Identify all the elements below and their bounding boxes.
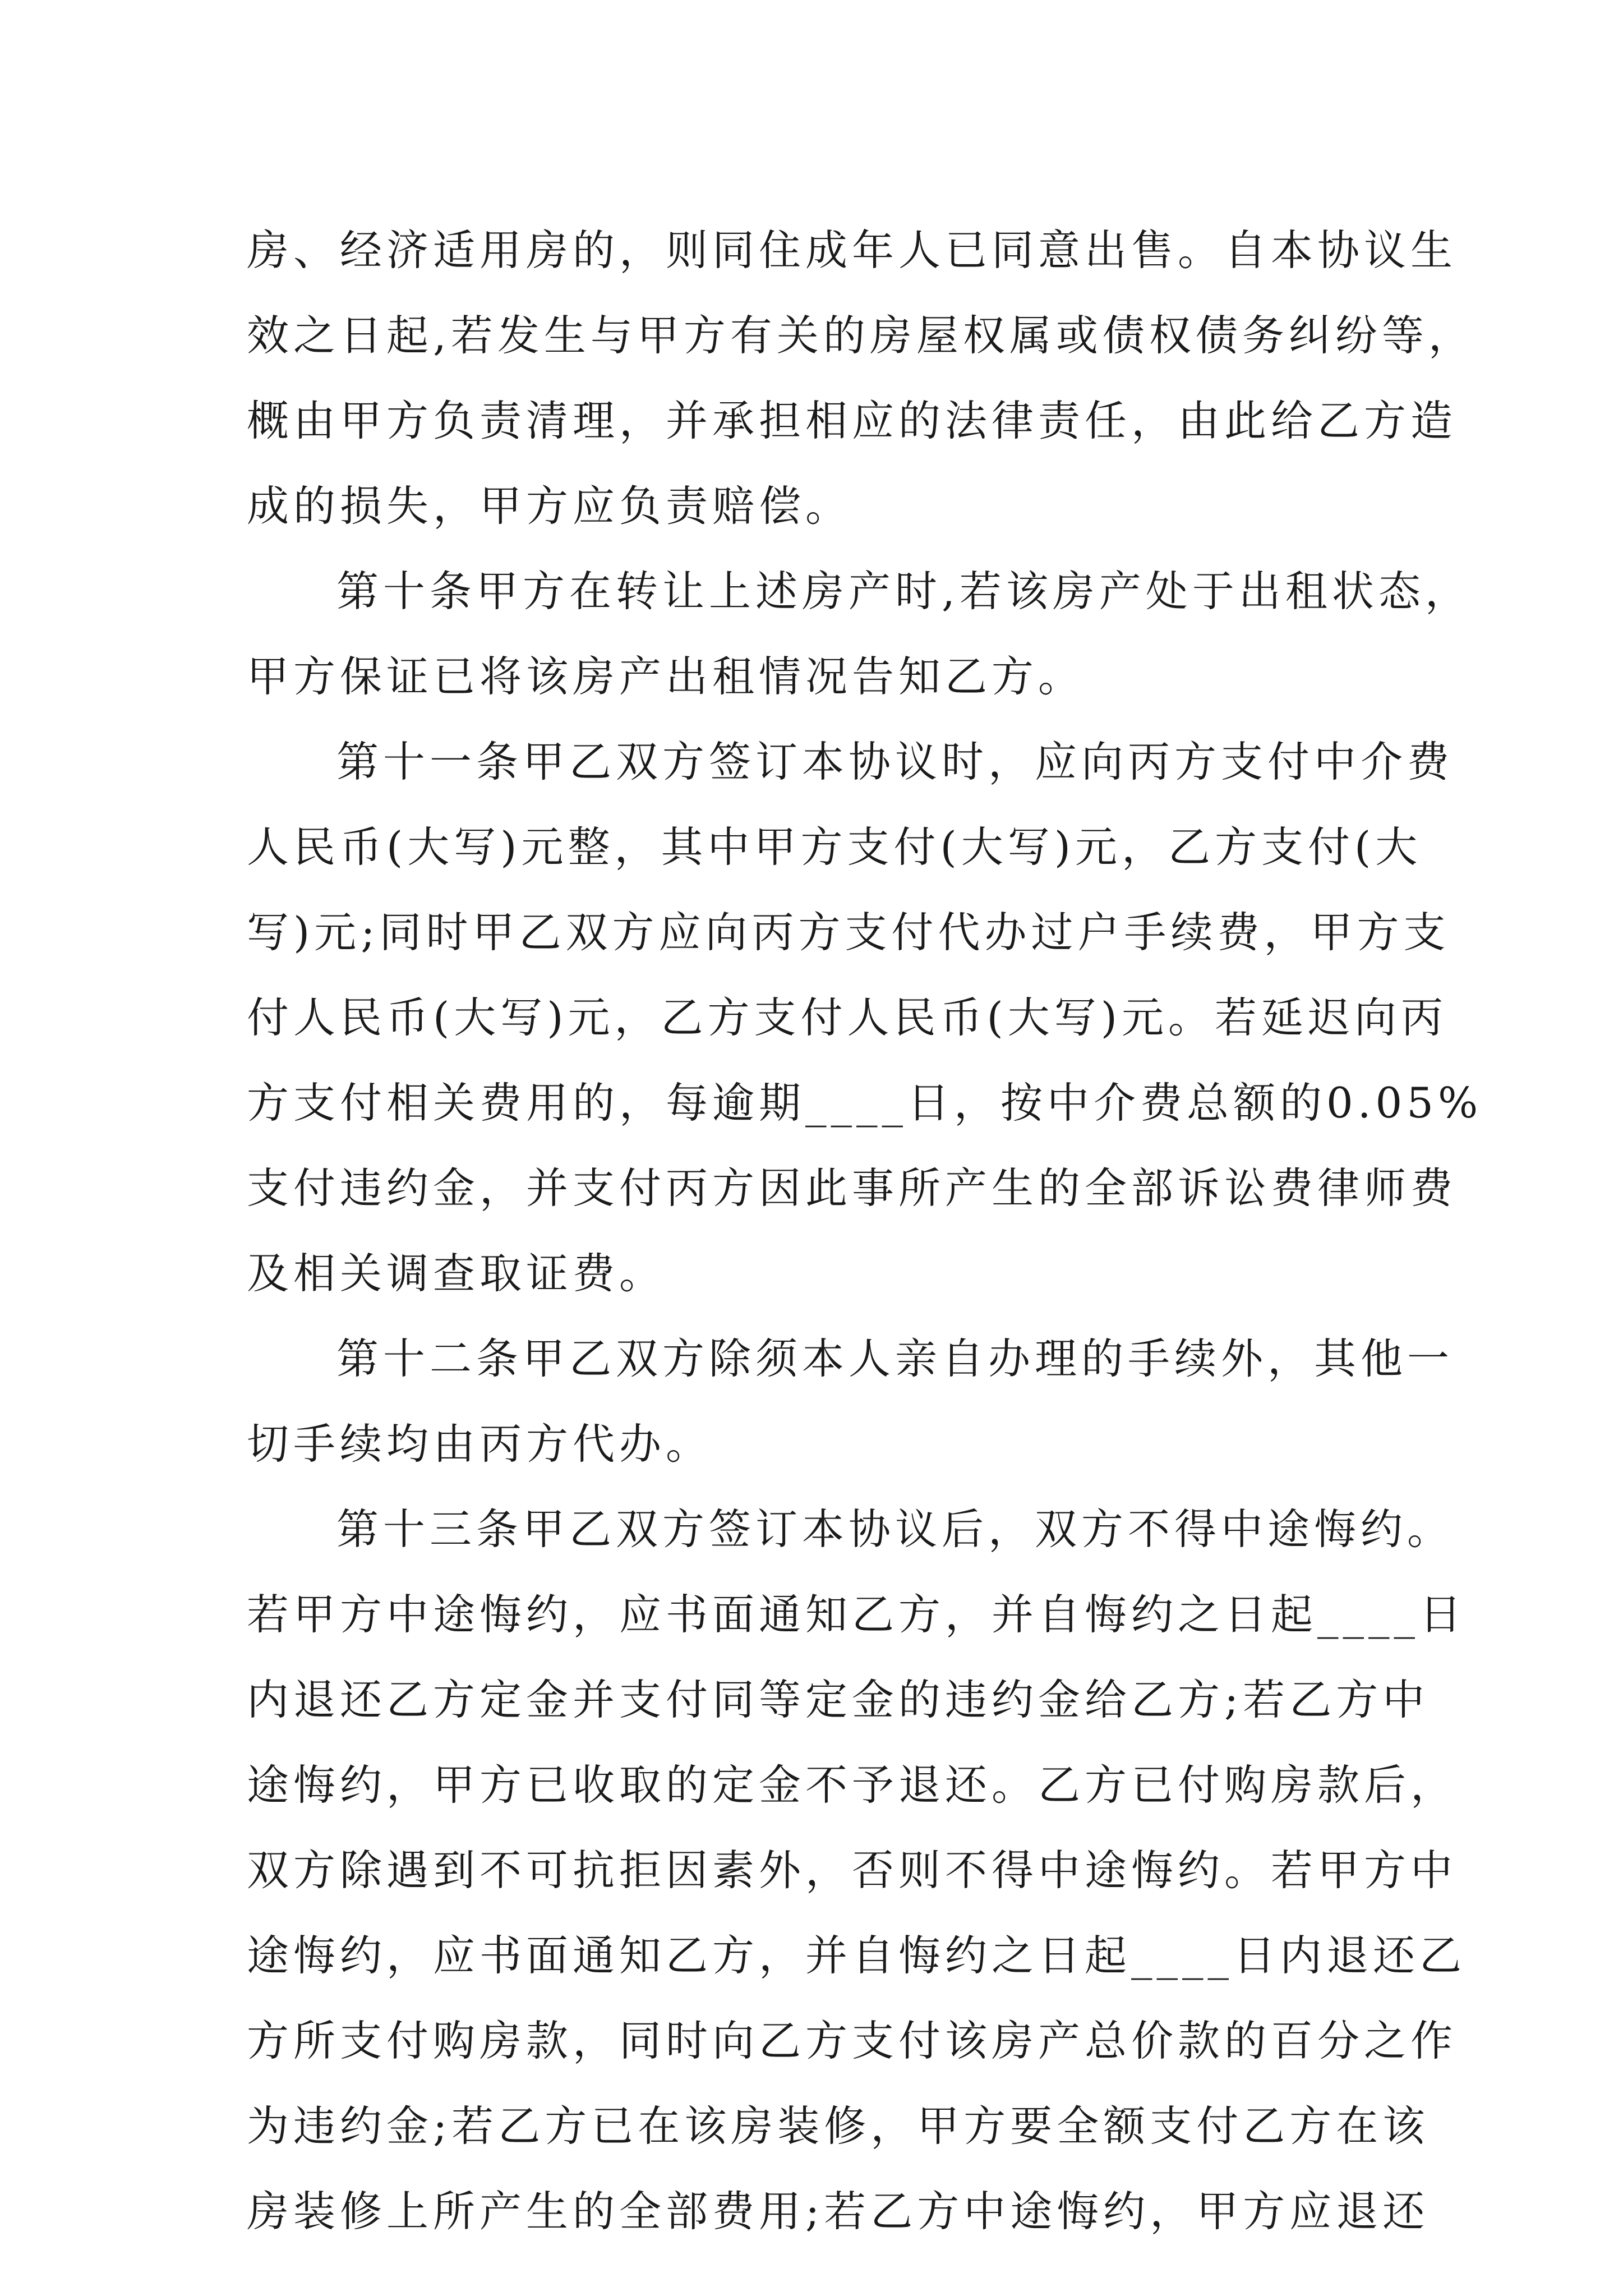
text-line: 概由甲方负责清理，并承担相应的法律责任，由此给乙方造 (247, 396, 1458, 445)
text-line: 效之日起,若发生与甲方有关的房屋权属或债权债务纠纷等， (247, 311, 1475, 360)
text-line: 切手续均由丙方代办。 (247, 1419, 713, 1469)
article-10-line: 第十条甲方在转让上述房产时,若该房产处于出租状态， (336, 567, 1472, 616)
text-line: 支付违约金，并支付丙方因此事所产生的全部诉讼费律师费 (247, 1163, 1458, 1213)
text-line: 若甲方中途悔约，应书面通知乙方，并自悔约之日起____日 (247, 1590, 1467, 1639)
text-line: 途悔约，应书面通知乙方，并自悔约之日起____日内退还乙 (247, 1931, 1467, 1980)
text-line: 成的损失，甲方应负责赔偿。 (247, 481, 852, 531)
text-line: 为违约金;若乙方已在该房装修，甲方要全额支付乙方在该 (247, 2101, 1430, 2151)
text-line: 方所支付购房款，同时向乙方支付该房产总价款的百分之作 (247, 2016, 1458, 2065)
article-11-line: 第十一条甲乙双方签订本协议时，应向丙方支付中介费 (336, 737, 1454, 786)
text-line: 写)元;同时甲乙双方应向丙方支付代办过户手续费，甲方支 (247, 908, 1450, 957)
text-line: 甲方保证已将该房产出租情况告知乙方。 (247, 652, 1085, 701)
text-line: 房装修上所产生的全部费用;若乙方中途悔约，甲方应退还 (247, 2187, 1430, 2236)
text-line: 付人民币(大写)元，乙方支付人民币(大写)元。若延迟向丙 (247, 993, 1448, 1042)
text-line: 双方除遇到不可抗拒因素外，否则不得中途悔约。若甲方中 (247, 1846, 1458, 1895)
text-line: 房、经济适用房的，则同住成年人已同意出售。自本协议生 (247, 226, 1458, 275)
contract-text-block (247, 208, 1483, 2254)
text-line: 及相关调查取证费。 (247, 1249, 666, 1298)
text-line: 内退还乙方定金并支付同等定金的违约金给乙方;若乙方中 (247, 1675, 1430, 1724)
text-line: 人民币(大写)元整，其中甲方支付(大写)元，乙方支付(大 (247, 822, 1422, 872)
text-line: 方支付相关费用的，每逾期____日，按中介费总额的0.05% (247, 1078, 1483, 1128)
article-12-line: 第十二条甲乙双方除须本人亲自办理的手续外，其他一 (336, 1334, 1454, 1383)
article-13-line: 第十三条甲乙双方签订本协议后，双方不得中途悔约。 (336, 1504, 1454, 1554)
text-line: 途悔约，甲方已收取的定金不予退还。乙方已付购房款后， (247, 1760, 1458, 1810)
